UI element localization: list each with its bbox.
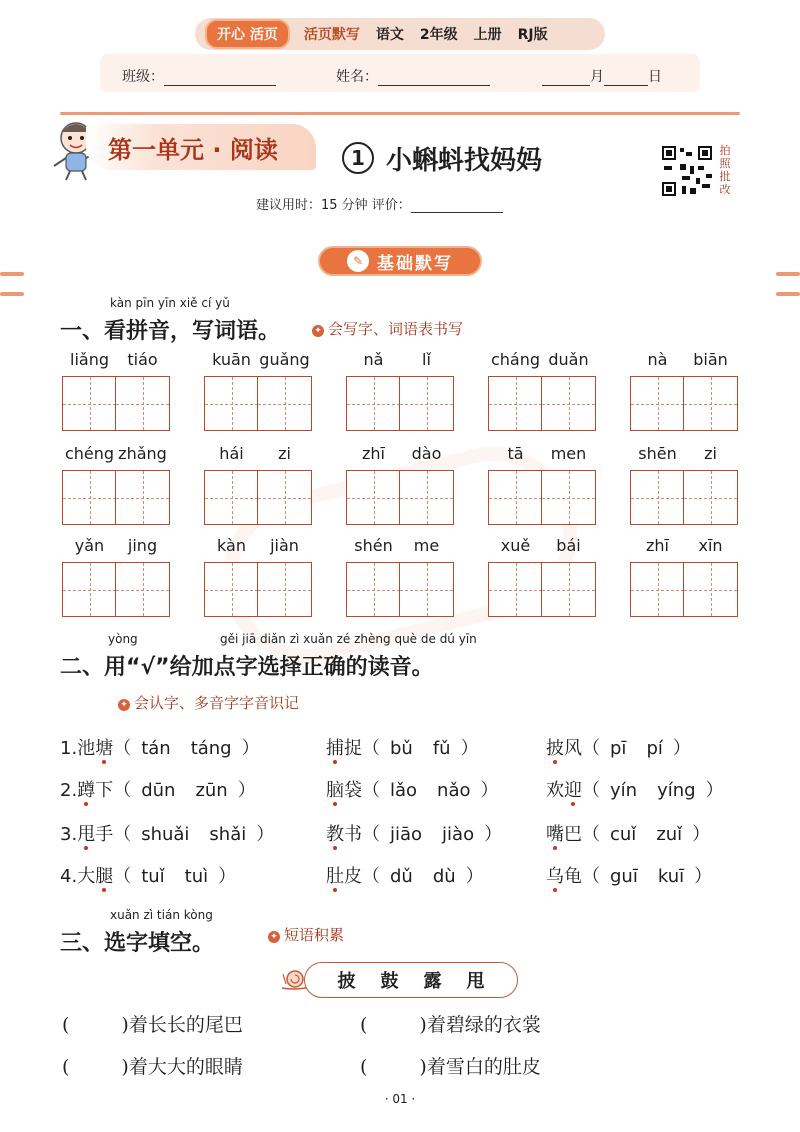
pinyin-option[interactable]: pí xyxy=(646,738,663,759)
dotted-char: 蹲 xyxy=(77,780,96,801)
qr-code-icon[interactable] xyxy=(662,146,712,196)
pinyin-option[interactable]: yíng xyxy=(657,780,696,801)
tian-grid-box[interactable] xyxy=(683,376,738,431)
word-pinyin: yǎn xyxy=(74,536,105,555)
word-item xyxy=(488,444,598,524)
word-pinyin: cháng xyxy=(490,350,541,369)
word-char: 手 xyxy=(95,824,114,845)
paren: （ xyxy=(362,780,380,801)
tian-grid-box[interactable] xyxy=(62,470,117,525)
q2-pinyin-yong: yòng xyxy=(108,632,138,646)
word-item xyxy=(62,444,172,524)
tian-grid-box[interactable] xyxy=(399,562,454,617)
dotted-char: 嘴 xyxy=(546,824,564,845)
q1-tag-text: 会写字、词语表书写 xyxy=(328,320,464,338)
paren: （ xyxy=(113,780,132,801)
paren: ） xyxy=(692,824,711,845)
word-item xyxy=(488,536,598,616)
q1-pinyin: kàn pīn yīn xiě cí yǔ xyxy=(110,296,230,310)
word-pinyin: zhī xyxy=(362,444,385,463)
word-char: 欢 xyxy=(546,780,564,801)
word-item xyxy=(204,350,314,430)
paren: （ xyxy=(113,738,132,759)
word-pinyin: men xyxy=(550,444,587,463)
q2-tag xyxy=(118,692,299,713)
fill-item: ( )着长长的尾巴 xyxy=(62,1014,243,1036)
word-pinyin: nà xyxy=(647,350,668,369)
tian-grid-box[interactable] xyxy=(630,562,685,617)
fill-item: ( )着雪白的肚皮 xyxy=(360,1056,541,1078)
dotted-char: 乌 xyxy=(546,866,564,887)
word-pinyin: lǐ xyxy=(422,350,431,369)
paren: （ xyxy=(362,738,380,759)
paren: ） xyxy=(705,780,724,801)
word-pinyin: me xyxy=(413,536,440,555)
tian-grid-box[interactable] xyxy=(115,376,170,431)
edition: RJ版 xyxy=(517,27,548,43)
paren: ） xyxy=(460,738,479,759)
item-number: 4. xyxy=(60,866,78,887)
pinyin-option[interactable]: dǔ xyxy=(390,866,413,887)
word-item xyxy=(62,350,172,430)
pinyin-option[interactable]: yín xyxy=(610,780,638,801)
paren: ） xyxy=(480,780,499,801)
word-pinyin: jiàn xyxy=(270,536,299,555)
fill-item: ( )着碧绿的衣裳 xyxy=(360,1014,541,1036)
q1-heading: 一、看拼音，写词语。 xyxy=(60,319,281,344)
word-char: 袋 xyxy=(344,780,362,801)
qr-caption: 拍照批改 xyxy=(719,144,731,196)
word-pinyin: shén xyxy=(354,536,393,555)
paren: （ xyxy=(362,866,380,887)
pinyin-option[interactable]: bǔ xyxy=(390,738,413,759)
header-bar xyxy=(195,18,605,50)
tian-grid-box[interactable] xyxy=(257,470,312,525)
paren: （ xyxy=(582,824,600,845)
char-choice-box xyxy=(304,962,518,998)
reading-choice-item xyxy=(546,776,724,802)
day-label: 日 xyxy=(648,69,662,85)
word-pinyin: xīn xyxy=(698,536,723,555)
dotted-char: 迎 xyxy=(564,780,582,801)
paren: ） xyxy=(484,824,503,845)
q2-pinyin: gěi jiā diǎn zì xuǎn zé zhèng què de dú yīn xyxy=(220,632,477,646)
tian-grid-box[interactable] xyxy=(683,470,738,525)
word-pinyin: biān xyxy=(693,350,728,369)
word-pinyin: jing xyxy=(127,536,158,555)
tian-grid-box[interactable] xyxy=(488,376,543,431)
pinyin-option[interactable]: jiāo xyxy=(390,824,423,845)
unit-banner: 第一单元 · 阅读 xyxy=(86,124,316,170)
dotted-char: 肚 xyxy=(326,866,344,887)
word-pinyin: shēn xyxy=(638,444,677,463)
tian-grid-box[interactable] xyxy=(541,470,596,525)
paren: （ xyxy=(113,866,132,887)
word-pinyin: dào xyxy=(411,444,442,463)
tian-grid-box[interactable] xyxy=(115,562,170,617)
grade: 2年级 xyxy=(419,27,458,43)
lesson-title: 小蝌蚪找妈妈 xyxy=(386,146,543,176)
dotted-char: 甩 xyxy=(77,824,96,845)
tian-grid-box[interactable] xyxy=(346,562,401,617)
tian-grid-box[interactable] xyxy=(541,562,596,617)
pinyin-option[interactable]: táng xyxy=(190,738,232,759)
reading-choice-item xyxy=(60,862,236,888)
tian-grid-box[interactable] xyxy=(257,376,312,431)
q2-tag-text: 会认字、多音字字音识记 xyxy=(134,694,300,712)
word-item xyxy=(346,444,456,524)
dotted-char: 腿 xyxy=(95,866,114,887)
subject: 语文 xyxy=(375,27,404,43)
word-item xyxy=(346,350,456,430)
brand-logo: 开心 活页 xyxy=(205,19,290,49)
pinyin-option[interactable]: fǔ xyxy=(432,738,451,759)
word-char: 捉 xyxy=(344,738,362,759)
pinyin-option[interactable]: lǎo xyxy=(390,780,418,801)
paren: ） xyxy=(218,866,237,887)
pinyin-option[interactable]: shuǎi xyxy=(141,824,190,845)
q3-heading: 三、选字填空。 xyxy=(60,931,215,956)
word-pinyin: bái xyxy=(556,536,581,555)
paren: ） xyxy=(465,866,484,887)
tian-grid-box[interactable] xyxy=(541,376,596,431)
star-icon: ✦ xyxy=(268,931,280,943)
reading-choice-item xyxy=(326,862,484,888)
paren: ） xyxy=(694,866,713,887)
tian-grid-box[interactable] xyxy=(62,562,117,617)
word-char: 龟 xyxy=(564,866,582,887)
class-field[interactable] xyxy=(122,66,276,86)
word-pinyin: nǎ xyxy=(363,350,384,369)
pinyin-option[interactable]: cuǐ xyxy=(610,824,637,845)
tian-grid-box[interactable] xyxy=(204,470,259,525)
name-field[interactable] xyxy=(336,66,490,86)
time-suggestion xyxy=(256,194,503,213)
word-pinyin: xuě xyxy=(500,536,531,555)
word-pinyin: liǎng xyxy=(70,350,109,369)
word-pinyin: chéng xyxy=(64,444,115,463)
side-mark-right xyxy=(776,292,800,296)
dotted-char: 披 xyxy=(546,738,564,759)
pinyin-option[interactable]: guī xyxy=(610,866,638,887)
section-badge-label: 基础默写 xyxy=(377,253,453,274)
tian-grid-box[interactable] xyxy=(257,562,312,617)
word-char: 池 xyxy=(77,738,96,759)
pinyin-option[interactable]: nǎo xyxy=(437,780,471,801)
word-pinyin: zhī xyxy=(646,536,669,555)
tian-grid-box[interactable] xyxy=(204,562,259,617)
month-label: 月 xyxy=(590,69,604,85)
word-char: 下 xyxy=(95,780,114,801)
pinyin-option[interactable]: tán xyxy=(141,738,171,759)
dotted-char: 捕 xyxy=(326,738,344,759)
paren: （ xyxy=(362,824,380,845)
word-pinyin: zi xyxy=(278,444,291,463)
item-number: 1. xyxy=(60,738,78,759)
word-pinyin: tiáo xyxy=(127,350,158,369)
tian-grid-box[interactable] xyxy=(399,470,454,525)
word-char: 巴 xyxy=(564,824,582,845)
reading-choice-item xyxy=(326,734,479,760)
word-item xyxy=(630,444,740,524)
pinyin-option[interactable]: zūn xyxy=(195,780,228,801)
tian-grid-box[interactable] xyxy=(346,376,401,431)
pencil-icon: ✎ xyxy=(347,250,369,272)
word-item xyxy=(488,350,598,430)
word-pinyin: kàn xyxy=(217,536,246,555)
reading-choice-item xyxy=(546,820,710,846)
pinyin-option[interactable]: jiào xyxy=(442,824,475,845)
pinyin-option[interactable]: shǎi xyxy=(209,824,247,845)
char-option: 露 xyxy=(423,971,442,992)
section-badge xyxy=(318,246,482,276)
fill-item: ( )着大大的眼睛 xyxy=(62,1056,243,1078)
term: 上册 xyxy=(473,27,502,43)
word-pinyin: guǎng xyxy=(259,350,310,369)
word-pinyin: tā xyxy=(507,444,524,463)
lesson-number: 1 xyxy=(342,142,374,174)
star-icon: ✦ xyxy=(118,699,130,711)
word-char: 书 xyxy=(344,824,362,845)
word-item xyxy=(204,536,314,616)
tian-grid-box[interactable] xyxy=(399,376,454,431)
char-option: 披 xyxy=(337,971,356,992)
word-char: 皮 xyxy=(344,866,362,887)
reading-choice-item xyxy=(546,734,691,760)
item-number: 2. xyxy=(60,780,78,801)
word-pinyin: zi xyxy=(704,444,717,463)
q3-tag xyxy=(268,924,344,945)
paren: （ xyxy=(113,824,132,845)
q3-pinyin: xuǎn zì tián kòng xyxy=(110,908,213,922)
reading-choice-item xyxy=(546,862,712,888)
paren: （ xyxy=(582,780,600,801)
divider xyxy=(60,112,740,115)
paren: ） xyxy=(237,780,256,801)
reading-choice-item xyxy=(60,776,256,802)
q3-tag-text: 短语积累 xyxy=(284,926,345,944)
item-number: 3. xyxy=(60,824,78,845)
side-mark-left xyxy=(0,272,24,276)
reading-choice-item xyxy=(326,776,499,802)
side-mark-right xyxy=(776,272,800,276)
dotted-char: 塘 xyxy=(95,738,114,759)
page-number: · 01 · xyxy=(384,1092,416,1106)
time-text: 建议用时：15 分钟 评价： xyxy=(256,198,411,213)
tian-grid-box[interactable] xyxy=(488,470,543,525)
pinyin-option[interactable]: kuī xyxy=(657,866,685,887)
tian-grid-box[interactable] xyxy=(630,376,685,431)
word-pinyin: hái xyxy=(219,444,244,463)
star-icon: ✦ xyxy=(312,325,324,337)
tian-grid-box[interactable] xyxy=(683,562,738,617)
word-pinyin: kuān xyxy=(212,350,251,369)
tian-grid-box[interactable] xyxy=(346,470,401,525)
series-name: 活页默写 xyxy=(303,27,360,43)
word-item xyxy=(62,536,172,616)
word-pinyin: duǎn xyxy=(548,350,589,369)
reading-choice-item xyxy=(60,820,274,846)
word-item xyxy=(630,536,740,616)
tian-grid-box[interactable] xyxy=(115,470,170,525)
reading-choice-item xyxy=(60,734,260,760)
dotted-char: 脑 xyxy=(326,780,344,801)
word-pinyin: zhǎng xyxy=(118,444,167,463)
char-option: 鼓 xyxy=(380,971,399,992)
name-label: 姓名： xyxy=(336,69,378,85)
word-char: 大 xyxy=(77,866,96,887)
paren: ） xyxy=(672,738,691,759)
dotted-char: 教 xyxy=(326,824,344,845)
paren: ） xyxy=(256,824,275,845)
paren: ） xyxy=(241,738,260,759)
side-mark-left xyxy=(0,292,24,296)
student-info-bar xyxy=(100,54,700,92)
word-item xyxy=(204,444,314,524)
word-char: 风 xyxy=(564,738,582,759)
pinyin-option[interactable]: pī xyxy=(610,738,627,759)
word-item xyxy=(346,536,456,616)
q2-heading: 二、用“√”给加点字选择正确的读音。 xyxy=(60,655,434,680)
paren: （ xyxy=(582,738,600,759)
pinyin-option[interactable]: zuǐ xyxy=(656,824,683,845)
pinyin-option[interactable]: dūn xyxy=(141,780,176,801)
char-option: 甩 xyxy=(466,971,485,992)
pinyin-option[interactable]: dù xyxy=(432,866,456,887)
q1-tag xyxy=(312,318,463,339)
reading-choice-item xyxy=(326,820,502,846)
pinyin-option[interactable]: tuì xyxy=(184,866,209,887)
word-item xyxy=(630,350,740,430)
tian-grid-box[interactable] xyxy=(62,376,117,431)
pinyin-option[interactable]: tuǐ xyxy=(141,866,165,887)
class-label: 班级： xyxy=(122,69,164,85)
tian-grid-box[interactable] xyxy=(204,376,259,431)
paren: （ xyxy=(582,866,600,887)
date-field[interactable] xyxy=(542,66,662,86)
tian-grid-box[interactable] xyxy=(488,562,543,617)
tian-grid-box[interactable] xyxy=(630,470,685,525)
